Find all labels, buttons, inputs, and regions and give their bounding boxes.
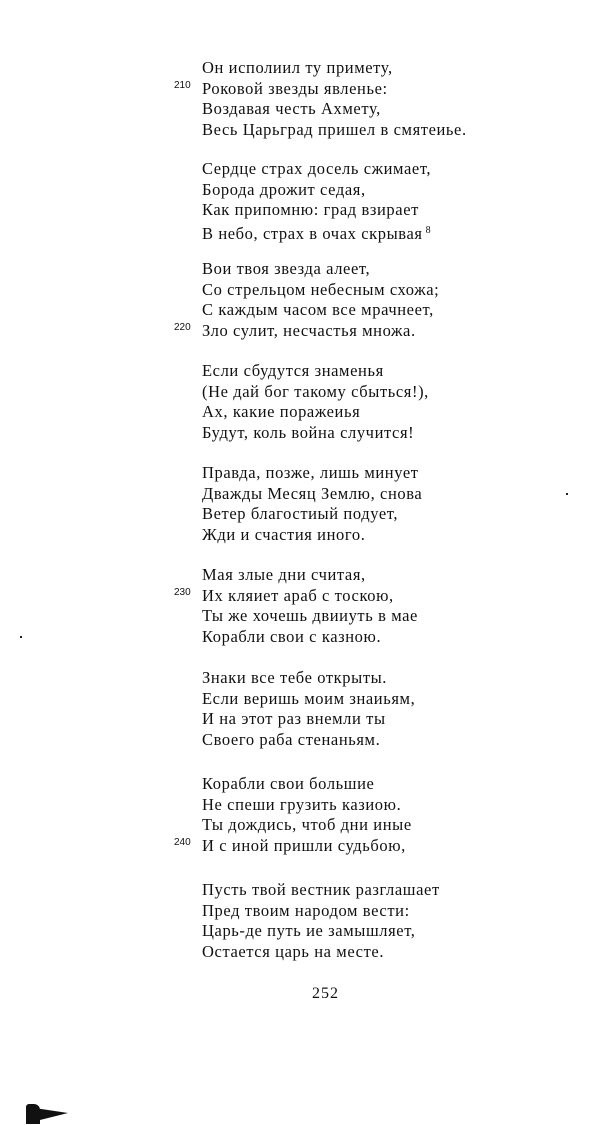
line-number: 230 [174, 586, 191, 598]
verse-line: Весь Царьград пришел в смятеиье. [202, 119, 467, 139]
verse-line: Вои твоя звезда алеет, [202, 259, 371, 278]
verse-line: Своего раба стенаньям. [202, 729, 381, 749]
verse-line: Жди и счастия иного. [202, 524, 366, 544]
verse-line: 210 Роковой звезды явленье: [202, 79, 542, 100]
stanza [174, 259, 542, 341]
verse-line: (Не дай бог такому сбыться!), [202, 381, 429, 401]
scan-edge-mark [28, 1107, 68, 1123]
scan-speck [566, 493, 568, 495]
verse-line: Сердце страх досель сжимает, [202, 159, 432, 178]
verse-line: Он исполиил ту примету, [202, 58, 393, 77]
verse-line: Борода дрожит седая, [202, 179, 366, 199]
verse-line: Воздавая честь Ахмету, [202, 99, 381, 119]
verse-line: 230 Их кляиет араб с тоскою, [202, 586, 542, 607]
verse-line: Царь-де путь ие замышляет, [202, 921, 416, 941]
verse-line: Ах, какие поражеиья [202, 402, 361, 422]
verse-line: Правда, позже, лишь минует [202, 463, 419, 482]
verse-line: Знаки все тебе открыты. [202, 668, 388, 687]
verse-line: Ты дождись, чтоб дни иные [202, 815, 412, 835]
verse-line: В небо, страх в очах скрывая $^8$ [202, 223, 431, 243]
stanza [202, 463, 542, 545]
verse-line: И на этот раз внемли ты [202, 709, 386, 729]
verse-line: Будут, коль война случится! [202, 422, 415, 442]
verse-line: Пред твоим народом вести: [202, 900, 410, 920]
stanza [202, 159, 542, 241]
stanza [202, 361, 542, 443]
stanza [174, 774, 542, 856]
verse-line: Ветер благостиый подует, [202, 504, 399, 524]
verse-line: С каждым часом все мрачнеет, [202, 300, 434, 320]
stanza [174, 58, 542, 140]
line-number: 210 [174, 79, 191, 91]
verse-line: Корабли свои с казною. [202, 626, 382, 646]
footnote-marker: 8 [425, 224, 431, 236]
verse-line: Дважды Месяц Землю, снова [202, 483, 423, 503]
page-number: 252 [312, 985, 339, 1002]
verse-line: 220 Зло сулит, несчастья множа. [202, 321, 542, 342]
stanza [202, 880, 542, 962]
verse-line: Корабли свои большие [202, 774, 375, 793]
verse-line: Если сбудутся знаменья [202, 361, 384, 380]
verse-line: Пусть твой вестник разглашает [202, 880, 440, 899]
verse-line: 240 И с иной пришли судьбою, [202, 836, 542, 857]
verse-line: Как припомню: град взирает [202, 200, 419, 220]
line-number: 240 [174, 836, 191, 848]
stanza [174, 565, 542, 647]
line-number: 220 [174, 321, 191, 333]
verse-line: Остается царь на месте. [202, 941, 385, 961]
scan-speck [20, 636, 22, 638]
verse-line: Ты же хочешь двииуть в мае [202, 606, 418, 626]
verse-line: Со стрельцом небесным схожа; [202, 279, 440, 299]
verse-line: Не спеши грузить казиою. [202, 794, 402, 814]
stanza [202, 668, 542, 750]
verse-line: Мая злые дни считая, [202, 565, 366, 584]
verse-line: Если веришь моим знаиьям, [202, 688, 416, 708]
